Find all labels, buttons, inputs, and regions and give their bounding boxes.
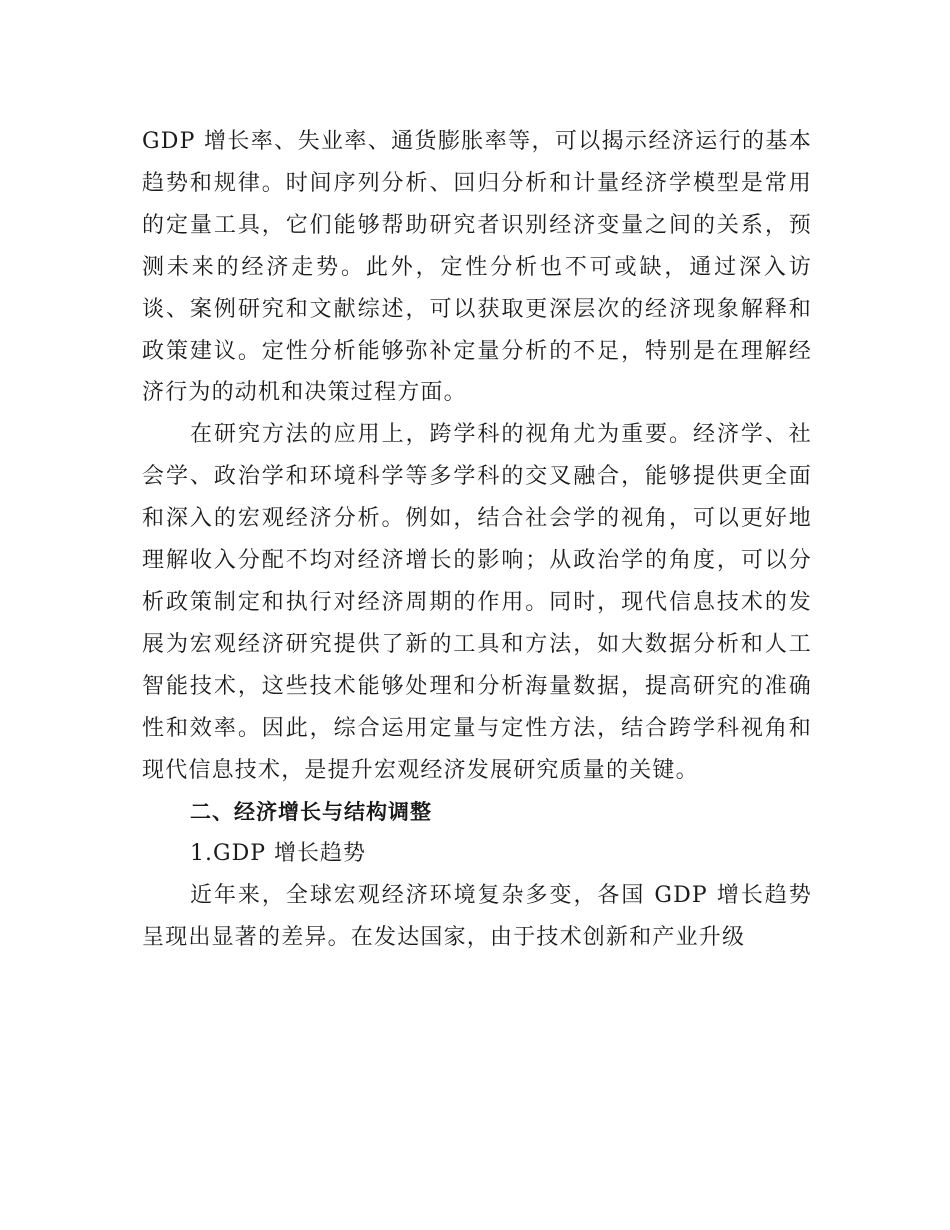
- paragraph-interdisciplinary: 在研究方法的应用上，跨学科的视角尤为重要。经济学、社会学、政治学和环境科学等多学科的交叉融合，能够提供更全面和深入的宏观经济分析。例如，结合社会学的视角，可以更好地理解收入分配不均对经济增长的影响；从政治学的角度，可以分析政策制定和执行对经济周期的作用。同时，现代信息技术的发展为宏观经济研究提供了新的工具和方法，如大数据分析和人工智能技术，这些技术能够处理和分析海量数据，提高研究的准确性和效率。因此，综合运用定量与定性方法，结合跨学科视角和现代信息技术，是提升宏观经济发展研究质量的关键。: [142, 422, 812, 783]
- document-body: [142, 121, 812, 959]
- section-heading: 二、经济增长与结构调整: [190, 799, 432, 824]
- paragraph-methods-continued: GDP 增长率、失业率、通货膨胀率等，可以揭示经济运行的基本趋势和规律。时间序列分析、回归分析和计量经济学模型是常用的定量工具，它们能够帮助研究者识别经济变量之间的关系，预测未来的经济走势。此外，定性分析也不可或缺，通过深入访谈、案例研究和文献综述，可以获取更深层次的经济现象解释和政策建议。定性分析能够弥补定量分析的不足，特别是在理解经济行为的动机和决策过程方面。: [142, 129, 812, 406]
- paragraph-gdp-trend: 近年来，全球宏观经济环境复杂多变，各国 GDP 增长趋势呈现出显著的差异。在发达国家，由于技术创新和产业升级: [142, 883, 812, 951]
- subsection-heading: 1.GDP 增长趋势: [190, 841, 366, 867]
